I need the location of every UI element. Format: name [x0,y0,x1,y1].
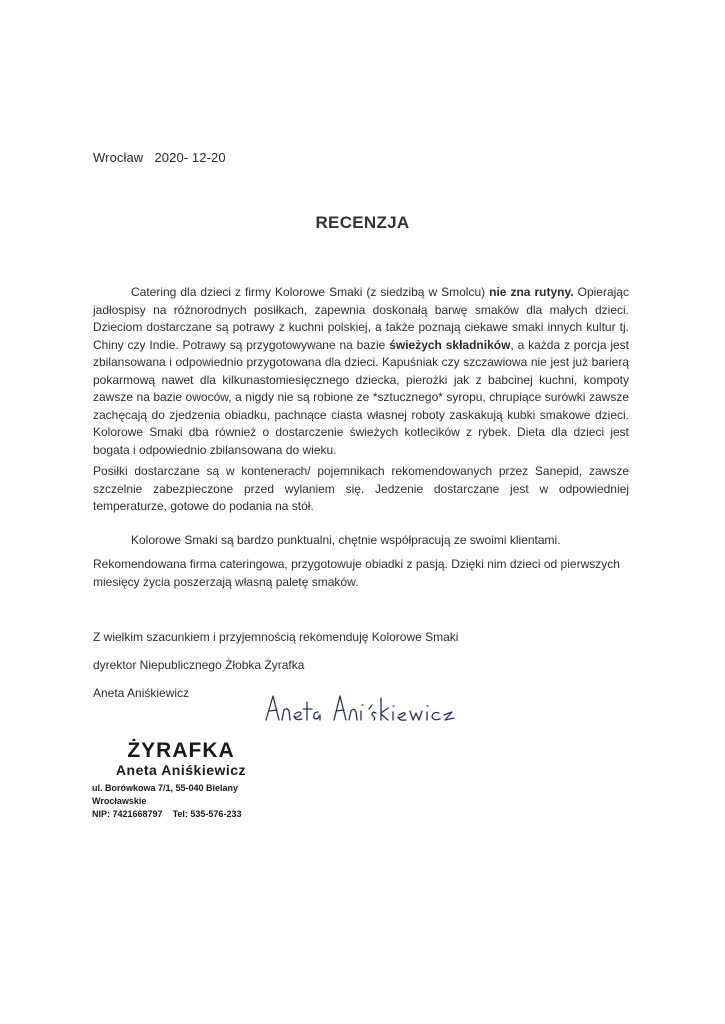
closing-line-2: dyrektor Niepublicznego Żłobka Żyrafka [93,658,305,672]
p1-bold-no-routine: nie zna rutyny. [489,285,574,299]
company-stamp [92,740,270,821]
p1-text-2: , a każda z porcja jest zbilansowana i odpowiednio przygotowana dla dzieci. Kapuśniak czy szczawiowa nie jest już barierą pokarmową nawet dla kilkunastomiesięcznego dziecka, pierożki jak z babcinej kuchni, kompoty zawsze na bazie owoców, a nigdy nie są robione ze *sztucznego* syropu, chrupiące surówki zawsze zachęcają do zjedzenia obiadku, pachnące ciasta własnej roboty zaskakują kubki smakowe dzieci. Kolorowe Smaki dba również o dostarczenie świeżych kotlecików z rybek. Dieta dla dzieci jest bogata i odpowiednio zbilansowana do wieku. [93,337,630,457]
paragraph-2: Posiłki dostarczane są w kontenerach/ pojemnikach rekomendowanych przez Sanepid, zawsze szczelnie zabezpieczone przed wylaniem się. Jedzenie dostarczane jest w odpowiedniej temperaturze, gotowe do podania na stół. [93,464,629,513]
paragraph-3 [93,532,629,550]
closing-line-1: Z wielkim szacunkiem i przyjemnością rekomenduję Kolorowe Smaki [93,630,459,644]
closing-line-3: Aneta Aniśkiewicz [93,686,190,700]
paragraph-1 [93,284,629,459]
place-and-date [93,150,226,165]
handwritten-signature [262,690,462,730]
document-title: RECENZJA [315,213,410,232]
p1-bold-fresh-ingredients: świeżych składników [389,337,511,352]
stamp-person-name: Aneta Aniśkiewicz [115,762,247,778]
paragraph-4: Rekomendowana firma cateringowa, przygotowuje obiadki z pasją. Dzięki nim dzieci od pierwszych miesięcy życia poszerzają własną paletę smaków. [93,557,620,589]
stamp-ids [92,808,270,821]
p1-text-1: Opierając jadłospisy na różnorodnych posiłkach, zapewnia doskonałą barwę smaków dla małych dzieci. Dzieciom dostarczane są potrawy z kuchni polskiej, a także poznają ciekawe smaki innych kultur tj. Chiny czy Indie. Potrawy są przygotowywane na bazie [93,285,629,352]
place: Wrocław [93,150,144,165]
p1-intro: Catering dla dzieci z firmy Kolorowe Smaki (z siedzibą w Smolcu) [131,285,490,299]
stamp-company-name: ŻYRAFKA [127,739,235,762]
date: 2020- 12-20 [154,150,226,165]
stamp-nip: NIP: 7421668797 [92,809,163,819]
stamp-phone: Tel: 535-576-233 [172,809,242,819]
stamp-address: ul. Borówkowa 7/1, 55-040 Bielany Wrocławskie [92,783,239,806]
p3-text: Kolorowe Smaki są bardzo punktualni, chętnie współpracują ze swoimi klientami. [131,533,561,547]
